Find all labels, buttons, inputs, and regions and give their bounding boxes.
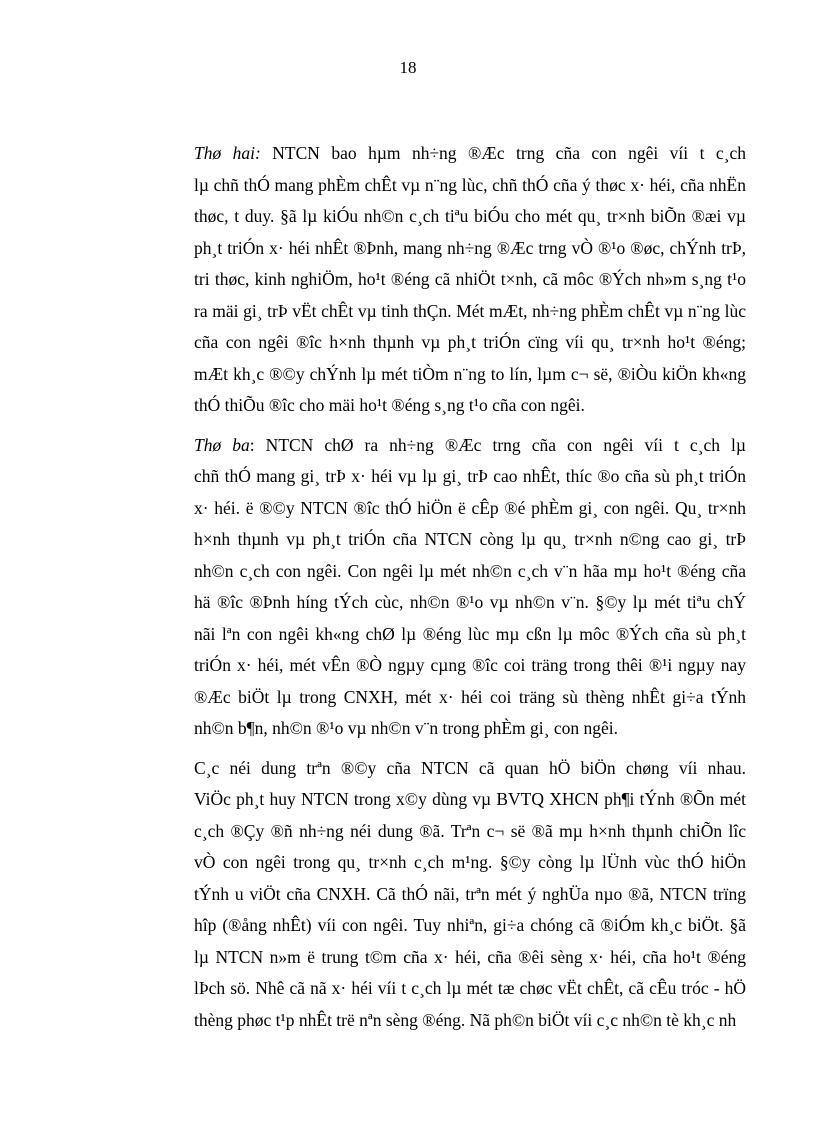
paragraph-line: C¸c néi dung trªn ®©y cña NTCN cã quan hÖ biÖn chøng víi nhau.	[194, 757, 746, 778]
paragraph-line: nh©n c¸ch con ngêi. Con ngêi lµ mét nh©n c¸ch v¨n hãa mµ ho¹t ®éng cña	[194, 560, 746, 581]
paragraph-line: hä ®îc ®Þnh híng tÝch cùc, nh©n ®¹o vµ nh©n v¨n. §©y lµ mét tiªu chÝ	[194, 592, 746, 612]
paragraph-line: chñ thÓ mang gi¸ trÞ x· héi vµ lµ gi¸ trÞ cao nhÊt, thíc ®o cña sù ph¸t triÓn	[194, 466, 746, 486]
paragraph-line: x· héi. ë ®©y NTCN ®îc thÓ hiÖn ë cÊp ®é phÈm gi¸ con ngêi. Qu¸ tr×nh	[194, 497, 746, 518]
paragraph-line: hîp (®ång nhÊt) víi con ngêi. Tuy nhiªn, gi÷a chóng cã ®iÓm kh¸c biÖt. §ã	[194, 915, 746, 935]
body-text	[136, 138, 746, 1044]
paragraph-lead: Thø hai:	[194, 143, 261, 163]
paragraph-line: lµ chñ thÓ mang phÈm chÊt vµ n¨ng lùc, chñ thÓ cña ý thøc x· héi, cña nhËn	[194, 174, 746, 195]
paragraph-line: Thø hai: NTCN bao hµm nh÷ng ®Æc trng cña con ngêi víi t c¸ch	[194, 143, 746, 163]
page-number: 18	[399, 58, 417, 77]
paragraph-thu-hai	[136, 138, 746, 422]
paragraph-line: Thø ba: NTCN chØ ra nh÷ng ®Æc trng cña con ngêi víi t c¸ch lµ	[194, 434, 747, 455]
paragraph-line: c¸ch ®Çy ®ñ nh÷ng néi dung ®ã. Trªn c¬ së ®ã mµ h×nh thµnh chiÕn lîc	[194, 820, 746, 841]
paragraph-line: vÒ con ngêi trong qu¸ tr×nh c¸ch m¹ng. §©y còng lµ lÜnh vùc thÓ hiÖn	[194, 852, 746, 872]
paragraph-line: thèng phøc t¹p nhÊt trë nªn sèng ®éng. Nã ph©n biÖt víi c¸c nh©n tè kh¸c nh	[194, 1009, 737, 1030]
paragraph-line: tri thøc, kinh nghiÖm, ho¹t ®éng cã nhiÖt t×nh, cã môc ®Ých nh»m s¸ng t¹o	[194, 269, 746, 289]
paragraph-lead: Thø ba	[194, 434, 250, 455]
paragraph-line: cña con ngêi ®îc h×nh thµnh vµ ph¸t triÓn cïng víi qu¸ tr×nh ho¹t ®éng;	[194, 332, 746, 352]
paragraph-line: nh©n b¶n, nh©n ®¹o vµ nh©n v¨n trong phÈm gi¸ con ngêi.	[194, 718, 618, 738]
paragraph-line: tÝnh u viÖt cña CNXH. Cã thÓ nãi, trªn mét ý nghÜa nµo ®ã, NTCN trïng	[194, 883, 746, 904]
paragraph-line: thøc, t duy. §ã lµ kiÓu nh©n c¸ch tiªu biÓu cho mét qu¸ tr×nh biÕn ®æi vµ	[194, 206, 746, 226]
paragraph-line: ®Æc biÖt lµ trong CNXH, mét x· héi coi träng sù thèng nhÊt gi÷a tÝnh	[194, 686, 746, 707]
paragraph-line: h×nh thµnh vµ ph¸t triÓn cña NTCN còng lµ qu¸ tr×nh n©ng cao gi¸ trÞ	[194, 529, 746, 549]
paragraph-noi-dung	[136, 753, 746, 1037]
paragraph-line: mÆt kh¸c ®©y chÝnh lµ mét tiÒm n¨ng to lín, lµm c¬ së, ®iÒu kiÖn kh«ng	[194, 363, 746, 384]
paragraph-line: triÓn x· héi, mét vÊn ®Ò ngµy cµng ®îc coi träng trong thêi ®¹i ngµy nay	[194, 655, 746, 675]
paragraph-line: ViÖc ph¸t huy NTCN trong x©y dùng vµ BVTQ XHCN ph¶i tÝnh ®Õn mét	[194, 789, 746, 809]
paragraph-line: lÞch sö. Nhê cã nã x· héi víi t c¸ch lµ mét tæ chøc vËt chÊt, cã cÊu tróc - hÖ	[194, 978, 746, 998]
paragraph-line: lµ NTCN n»m ë trung t©m cña x· héi, cña ®êi sèng x· héi, cña ho¹t ®éng	[194, 946, 746, 967]
paragraph-line: ra mäi gi¸ trÞ vËt chÊt vµ tinh thÇn. Mét mÆt, nh÷ng phÈm chÊt vµ n¨ng lùc	[194, 300, 746, 321]
paragraph-line: ph¸t triÓn x· héi nhÊt ®Þnh, mang nh÷ng ®Æc trng vÒ ®¹o ®øc, chÝnh trÞ,	[194, 237, 746, 258]
paragraph-thu-ba	[136, 430, 746, 745]
paragraph-line: nãi lªn con ngêi kh«ng chØ lµ ®éng lùc mµ cßn lµ môc ®Ých cña sù ph¸t	[194, 623, 746, 644]
paragraph-line: thÓ thiÕu ®îc cho mäi ho¹t ®éng s¸ng t¹o cña con ngêi.	[194, 395, 585, 415]
